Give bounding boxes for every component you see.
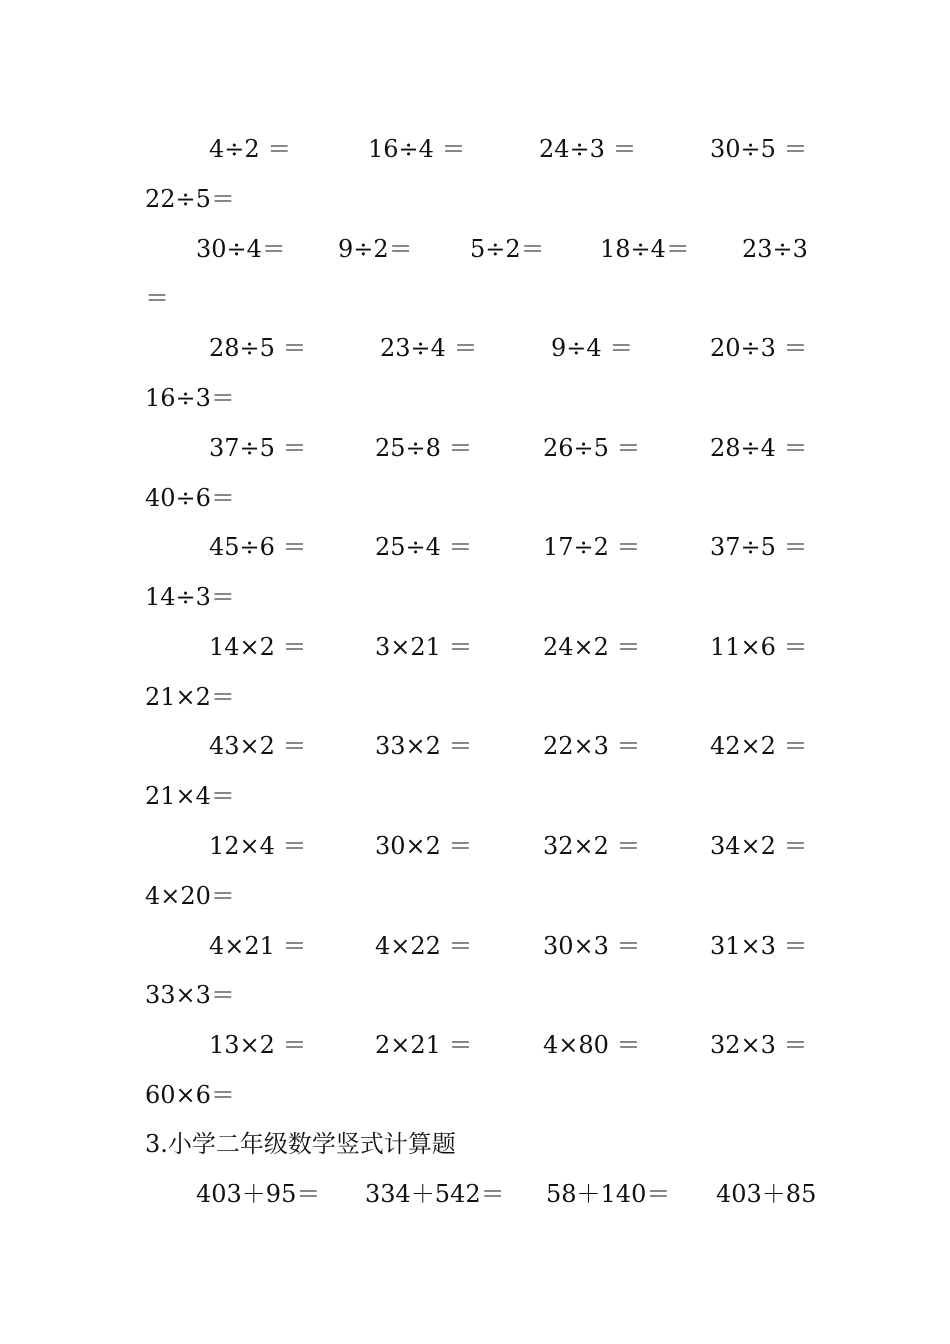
problem: 28÷5 ＝ bbox=[209, 334, 307, 362]
problem: 43×2 ＝ bbox=[209, 732, 307, 760]
problem-row-wrap bbox=[0, 478, 950, 518]
problem: 20÷3 ＝ bbox=[710, 334, 808, 362]
problem: 30÷5 ＝ bbox=[710, 135, 808, 163]
problem: 4×20＝ bbox=[145, 882, 235, 910]
problem: 22÷5＝ bbox=[145, 185, 235, 213]
problem-row-wrap bbox=[0, 278, 950, 318]
problem-row bbox=[0, 129, 950, 169]
problem: 9÷4 ＝ bbox=[551, 334, 634, 362]
problem: 14×2 ＝ bbox=[209, 633, 307, 661]
problem: 403＋85 bbox=[716, 1180, 817, 1208]
problem: 42×2 ＝ bbox=[710, 732, 808, 760]
problem: 26÷5 ＝ bbox=[543, 434, 641, 462]
problem: 14÷3＝ bbox=[145, 583, 235, 611]
problem: 18÷4＝ bbox=[600, 235, 690, 263]
problem-row-wrap bbox=[0, 975, 950, 1015]
problem: 4×22 ＝ bbox=[375, 932, 473, 960]
problem: 24÷3 ＝ bbox=[539, 135, 637, 163]
problem: 16÷4 ＝ bbox=[368, 135, 466, 163]
problem: 334＋542＝ bbox=[365, 1180, 505, 1208]
problem-row-wrap bbox=[0, 876, 950, 916]
problem: 33×3＝ bbox=[145, 981, 235, 1009]
problem-row bbox=[0, 627, 950, 667]
problem: 30÷4＝ bbox=[196, 235, 286, 263]
problem-row bbox=[0, 428, 950, 468]
problem-row bbox=[0, 1025, 950, 1065]
problem: 28÷4 ＝ bbox=[710, 434, 808, 462]
problem: 45÷6 ＝ bbox=[209, 533, 307, 561]
problem: 2×21 ＝ bbox=[375, 1031, 473, 1059]
problem: 58＋140＝ bbox=[546, 1180, 671, 1208]
problem: 13×2 ＝ bbox=[209, 1031, 307, 1059]
problem-row-wrap bbox=[0, 378, 950, 418]
problem: 30×2 ＝ bbox=[375, 832, 473, 860]
problem: 5÷2＝ bbox=[470, 235, 545, 263]
problem: 12×4 ＝ bbox=[209, 832, 307, 860]
problem: 403＋95＝ bbox=[196, 1180, 321, 1208]
problem: 25÷8 ＝ bbox=[375, 434, 473, 462]
problem-row-wrap bbox=[0, 677, 950, 717]
problem-row bbox=[0, 229, 950, 269]
problem: 4÷2 ＝ bbox=[209, 135, 292, 163]
problem-row bbox=[0, 1174, 950, 1214]
problem: 11×6 ＝ bbox=[710, 633, 808, 661]
problem-row bbox=[0, 926, 950, 966]
problem: 37÷5 ＝ bbox=[209, 434, 307, 462]
problem: 32×3 ＝ bbox=[710, 1031, 808, 1059]
problem: 4×21 ＝ bbox=[209, 932, 307, 960]
problem: 24×2 ＝ bbox=[543, 633, 641, 661]
problem: 16÷3＝ bbox=[145, 384, 235, 412]
problem: 22×3 ＝ bbox=[543, 732, 641, 760]
problem: 3×21 ＝ bbox=[375, 633, 473, 661]
problem: 25÷4 ＝ bbox=[375, 533, 473, 561]
problem-row bbox=[0, 826, 950, 866]
problem: 31×3 ＝ bbox=[710, 932, 808, 960]
problem-row-wrap bbox=[0, 179, 950, 219]
problem: 33×2 ＝ bbox=[375, 732, 473, 760]
problem: 9÷2＝ bbox=[338, 235, 413, 263]
problem: 32×2 ＝ bbox=[543, 832, 641, 860]
problem-row-wrap bbox=[0, 776, 950, 816]
problem: 30×3 ＝ bbox=[543, 932, 641, 960]
problem: ＝ bbox=[145, 284, 169, 312]
problem: 34×2 ＝ bbox=[710, 832, 808, 860]
problem: 4×80 ＝ bbox=[543, 1031, 641, 1059]
section-heading: 3.小学二年级数学竖式计算题 bbox=[145, 1130, 456, 1158]
problem: 40÷6＝ bbox=[145, 484, 235, 512]
problem-row-wrap bbox=[0, 577, 950, 617]
problem-row bbox=[0, 328, 950, 368]
section-heading-row bbox=[0, 1124, 950, 1164]
problem: 21×4＝ bbox=[145, 782, 235, 810]
problem: 17÷2 ＝ bbox=[543, 533, 641, 561]
problem: 21×2＝ bbox=[145, 683, 235, 711]
problem: 60×6＝ bbox=[145, 1081, 235, 1109]
problem-row bbox=[0, 726, 950, 766]
problem: 23÷4 ＝ bbox=[380, 334, 478, 362]
problem-row bbox=[0, 527, 950, 567]
problem: 37÷5 ＝ bbox=[710, 533, 808, 561]
problem-row-wrap bbox=[0, 1075, 950, 1115]
problem: 23÷3 bbox=[742, 235, 808, 263]
